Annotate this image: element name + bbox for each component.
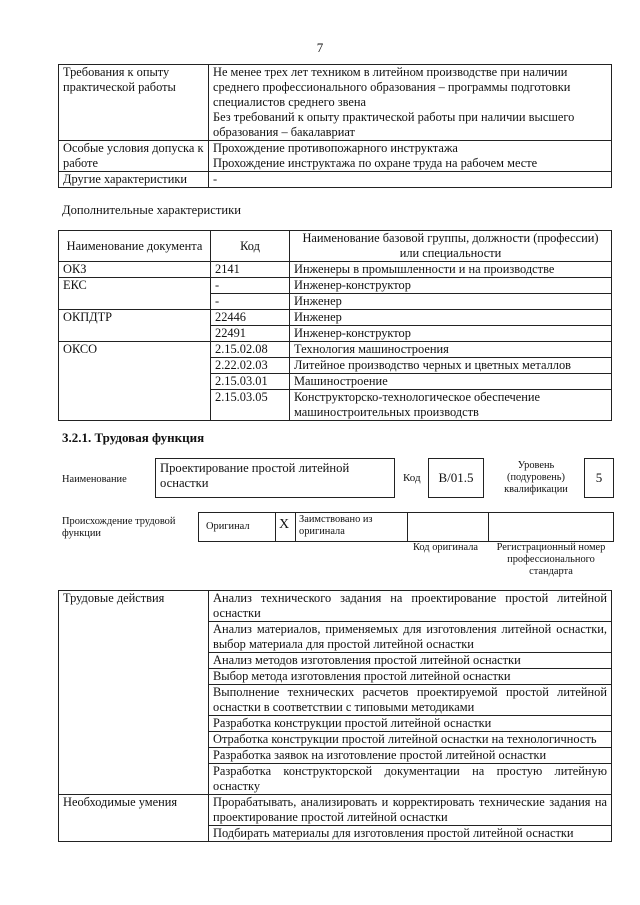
skills-label: Необходимые умения [59, 795, 209, 826]
doc-cell [59, 390, 211, 421]
name-cell: Технология машиностроения [290, 342, 612, 358]
table-row [59, 826, 612, 842]
level-label: Уровень (подуровень) квалификации [504, 460, 568, 495]
row-label: Другие характеристики [59, 172, 209, 188]
table-row [59, 172, 612, 188]
divider [275, 512, 276, 541]
row-value: Не менее трех лет техником в литейном производстве при наличии среднего профессионального образования – программы подготовки специалистов среднего звена [213, 65, 571, 109]
origin-label: Происхождение трудовой функции [62, 516, 176, 539]
borrowed-label: Заимствовано из оригинала [299, 514, 373, 537]
row-value: - [209, 172, 612, 188]
table-row [59, 310, 612, 326]
divider [407, 512, 408, 541]
doc-cell [59, 358, 211, 374]
table-row [59, 669, 612, 685]
doc-cell: ОКПДТР [59, 310, 211, 326]
reg-number-label: Регистрационный номер профессионального стандарта [496, 542, 606, 577]
code-cell: 2.15.03.01 [211, 374, 290, 390]
function-name-box [155, 458, 395, 498]
doc-cell [59, 326, 211, 342]
name-cell: Инженер-конструктор [290, 326, 612, 342]
code-cell: - [211, 294, 290, 310]
level-value: 5 [595, 470, 603, 485]
code-cell: 22491 [211, 326, 290, 342]
table-row [59, 390, 612, 421]
action-item: Анализ методов изготовления простой литейной оснастки [209, 653, 612, 669]
original-mark: X [279, 517, 290, 532]
action-item: Разработка конструкторской документации на простую литейную оснастку [209, 764, 612, 795]
name-cell: Инженеры в промышленности и на производстве [290, 262, 612, 278]
additional-characteristics-table [58, 230, 612, 421]
table-row [59, 622, 612, 653]
row-value: Без требований к опыту практической работы при наличии высшего образования – бакалавриат [213, 110, 575, 139]
row-label: Требования к опыту практической работы [59, 65, 209, 141]
origin-box [198, 512, 614, 542]
original-label: Оригинал [206, 521, 250, 532]
table-row [59, 326, 612, 342]
actions-table [58, 590, 612, 842]
table-row [59, 294, 612, 310]
code-cell: 2.15.02.08 [211, 342, 290, 358]
function-code: B/01.5 [438, 470, 474, 485]
row-value: Прохождение инструктажа по охране труда на рабочем месте [213, 156, 538, 170]
code-cell: 2141 [211, 262, 290, 278]
level-box [584, 458, 614, 498]
table-row [59, 764, 612, 795]
doc-cell: ОКСО [59, 342, 211, 358]
table-row [59, 65, 612, 141]
code-cell: 2.15.03.05 [211, 390, 290, 421]
table-row [59, 141, 612, 172]
name-cell: Инженер-конструктор [290, 278, 612, 294]
column-header: Наименование документа [59, 231, 211, 262]
code-cell: 22446 [211, 310, 290, 326]
divider [488, 512, 489, 541]
action-item: Анализ материалов, применяемых для изготовления литейной оснастки, выбор материала для простой литейной оснастки [209, 622, 612, 653]
code-cell: - [211, 278, 290, 294]
table-row [59, 358, 612, 374]
code-original-label: Код оригинала [413, 542, 479, 553]
doc-cell [59, 374, 211, 390]
name-cell: Инженер [290, 310, 612, 326]
table-row [59, 716, 612, 732]
name-cell: Машиностроение [290, 374, 612, 390]
doc-cell: ЕКС [59, 278, 211, 294]
code-cell: 2.22.02.03 [211, 358, 290, 374]
actions-label: Трудовые действия [59, 591, 209, 622]
table-row [59, 732, 612, 748]
name-label: Наименование [62, 474, 127, 485]
action-item: Выполнение технических расчетов проектируемой простой литейной оснастки в соответствии с типовыми методиками [209, 685, 612, 716]
table-row [59, 374, 612, 390]
function-code-box [428, 458, 484, 498]
table-row [59, 748, 612, 764]
section-title: Дополнительные характеристики [62, 203, 241, 217]
skill-item: Подбирать материалы для изготовления простой литейной оснастки [209, 826, 612, 842]
table-row [59, 685, 612, 716]
action-item: Разработка заявок на изготовление простой литейной оснастки [209, 748, 612, 764]
column-header: Наименование базовой группы, должности (профессии) или специальности [290, 231, 612, 262]
table-row [59, 795, 612, 826]
divider [295, 512, 296, 541]
name-cell: Конструкторско-технологическое обеспечение машиностроительных производств [290, 390, 612, 421]
action-item: Отработка конструкции простой литейной оснастки на технологичность [209, 732, 612, 748]
code-label: Код [403, 472, 421, 484]
table-header-row [59, 231, 612, 262]
function-name: Проектирование простой литейной оснастки [160, 461, 350, 490]
name-cell: Инженер [290, 294, 612, 310]
action-item: Выбор метода изготовления простой литейной оснастки [209, 669, 612, 685]
column-header: Код [211, 231, 290, 262]
skill-item: Прорабатывать, анализировать и корректировать технические задания на проектирование простой литейной оснастки [209, 795, 612, 826]
requirements-table [58, 64, 612, 188]
table-row [59, 653, 612, 669]
function-title: 3.2.1. Трудовая функция [62, 430, 205, 445]
table-row [59, 342, 612, 358]
table-row [59, 262, 612, 278]
doc-cell: ОКЗ [59, 262, 211, 278]
name-cell: Литейное производство черных и цветных металлов [290, 358, 612, 374]
row-value: Прохождение противопожарного инструктажа [213, 141, 458, 155]
table-row [59, 278, 612, 294]
table-row [59, 591, 612, 622]
page-number: 7 [316, 40, 324, 55]
row-label: Особые условия допуска к работе [59, 141, 209, 172]
action-item: Разработка конструкции простой литейной оснастки [209, 716, 612, 732]
doc-cell [59, 294, 211, 310]
action-item: Анализ технического задания на проектирование простой литейной оснастки [209, 591, 612, 622]
